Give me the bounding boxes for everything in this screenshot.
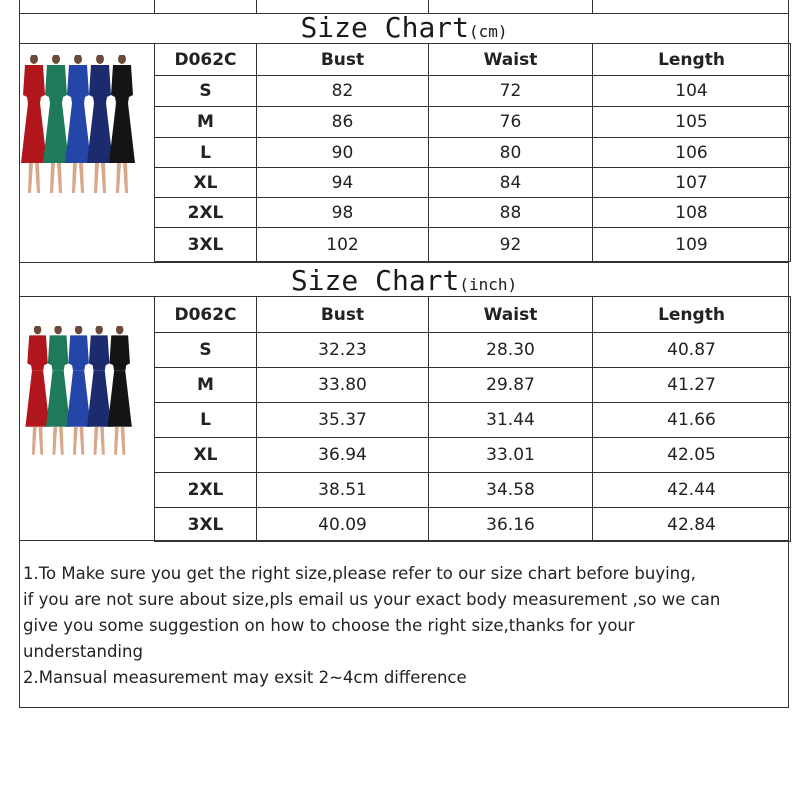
length-cell: 41.66	[593, 403, 791, 438]
size-cell: XL	[155, 438, 257, 473]
length-cell: 109	[593, 228, 791, 262]
bust-cell: 35.37	[257, 403, 429, 438]
waist-cell: 33.01	[429, 438, 593, 473]
table-row	[155, 228, 791, 262]
bust-cell: 36.94	[257, 438, 429, 473]
bust-cell: 90	[257, 138, 429, 168]
size-cell: L	[155, 403, 257, 438]
table-row	[155, 403, 791, 438]
cm-size-table	[154, 43, 791, 262]
header-bust: Bust	[257, 44, 429, 76]
waist-cell: 31.44	[429, 403, 593, 438]
waist-cell: 84	[429, 168, 593, 198]
table-row	[155, 138, 791, 168]
table-row	[155, 508, 791, 542]
length-cell: 105	[593, 107, 791, 138]
bust-cell: 102	[257, 228, 429, 262]
table-row	[155, 368, 791, 403]
size-cell: S	[155, 333, 257, 368]
table-header-row	[155, 44, 791, 76]
bust-cell: 32.23	[257, 333, 429, 368]
table-row	[155, 76, 791, 107]
dress-figure	[43, 55, 69, 193]
table-row	[155, 168, 791, 198]
dress-figure	[21, 55, 47, 193]
waist-cell: 80	[429, 138, 593, 168]
length-cell: 42.05	[593, 438, 791, 473]
waist-cell: 29.87	[429, 368, 593, 403]
length-cell: 42.84	[593, 508, 791, 542]
length-cell: 40.87	[593, 333, 791, 368]
waist-cell: 88	[429, 198, 593, 228]
dress-figure	[109, 55, 135, 193]
inch-chart-unit: (inch)	[459, 275, 518, 294]
inch-chart-title-text: Size Chart	[290, 264, 460, 297]
table-row	[155, 473, 791, 508]
waist-cell: 28.30	[429, 333, 593, 368]
length-cell: 41.27	[593, 368, 791, 403]
notes-divider	[20, 540, 788, 541]
table-row	[155, 198, 791, 228]
dress-figure	[46, 326, 70, 455]
dress-figure	[67, 326, 91, 455]
dress-figure	[87, 326, 111, 455]
header-length: Length	[593, 297, 791, 333]
waist-cell: 76	[429, 107, 593, 138]
length-cell: 42.44	[593, 473, 791, 508]
bust-cell: 40.09	[257, 508, 429, 542]
header-bust: Bust	[257, 297, 429, 333]
header-length: Length	[593, 44, 791, 76]
waist-cell: 92	[429, 228, 593, 262]
bust-cell: 94	[257, 168, 429, 198]
header-style-code: D062C	[155, 297, 257, 333]
size-cell: 3XL	[155, 228, 257, 262]
bust-cell: 98	[257, 198, 429, 228]
cm-section-bottom-divider	[20, 262, 788, 263]
length-cell: 106	[593, 138, 791, 168]
dress-figure	[65, 55, 91, 193]
header-waist: Waist	[429, 297, 593, 333]
bust-cell: 33.80	[257, 368, 429, 403]
bust-cell: 86	[257, 107, 429, 138]
dress-photo-inch	[20, 326, 155, 466]
cm-chart-title	[20, 13, 788, 47]
note-line: 2.Mansual measurement may exsit 2~4cm difference	[23, 668, 467, 687]
note-line: give you some suggestion on how to choose the right size,thanks for your	[23, 616, 635, 635]
note-line: 1.To Make sure you get the right size,please refer to our size chart before buying,	[23, 564, 696, 583]
size-cell: XL	[155, 168, 257, 198]
dress-figure	[25, 326, 49, 455]
bust-cell: 38.51	[257, 473, 429, 508]
size-cell: L	[155, 138, 257, 168]
table-header-row	[155, 297, 791, 333]
dress-figure	[108, 326, 132, 455]
header-style-code: D062C	[155, 44, 257, 76]
waist-cell: 36.16	[429, 508, 593, 542]
length-cell: 108	[593, 198, 791, 228]
dress-photo-cm	[20, 55, 155, 205]
cm-chart-unit: (cm)	[469, 22, 508, 41]
size-cell: S	[155, 76, 257, 107]
size-cell: 2XL	[155, 473, 257, 508]
table-row	[155, 333, 791, 368]
header-waist: Waist	[429, 44, 593, 76]
note-line: if you are not sure about size,pls email us your exact body measurement ,so we can	[23, 590, 721, 609]
table-row	[155, 107, 791, 138]
table-row	[155, 438, 791, 473]
inch-chart-title	[20, 266, 788, 300]
cm-chart-title-text: Size Chart	[300, 11, 470, 44]
size-cell: M	[155, 107, 257, 138]
waist-cell: 34.58	[429, 473, 593, 508]
length-cell: 104	[593, 76, 791, 107]
length-cell: 107	[593, 168, 791, 198]
waist-cell: 72	[429, 76, 593, 107]
note-line: understanding	[23, 642, 143, 661]
size-cell: 3XL	[155, 508, 257, 542]
size-cell: 2XL	[155, 198, 257, 228]
notes-block	[23, 561, 783, 691]
inch-size-table	[154, 296, 791, 542]
bust-cell: 82	[257, 76, 429, 107]
size-cell: M	[155, 368, 257, 403]
dress-figure	[87, 55, 113, 193]
